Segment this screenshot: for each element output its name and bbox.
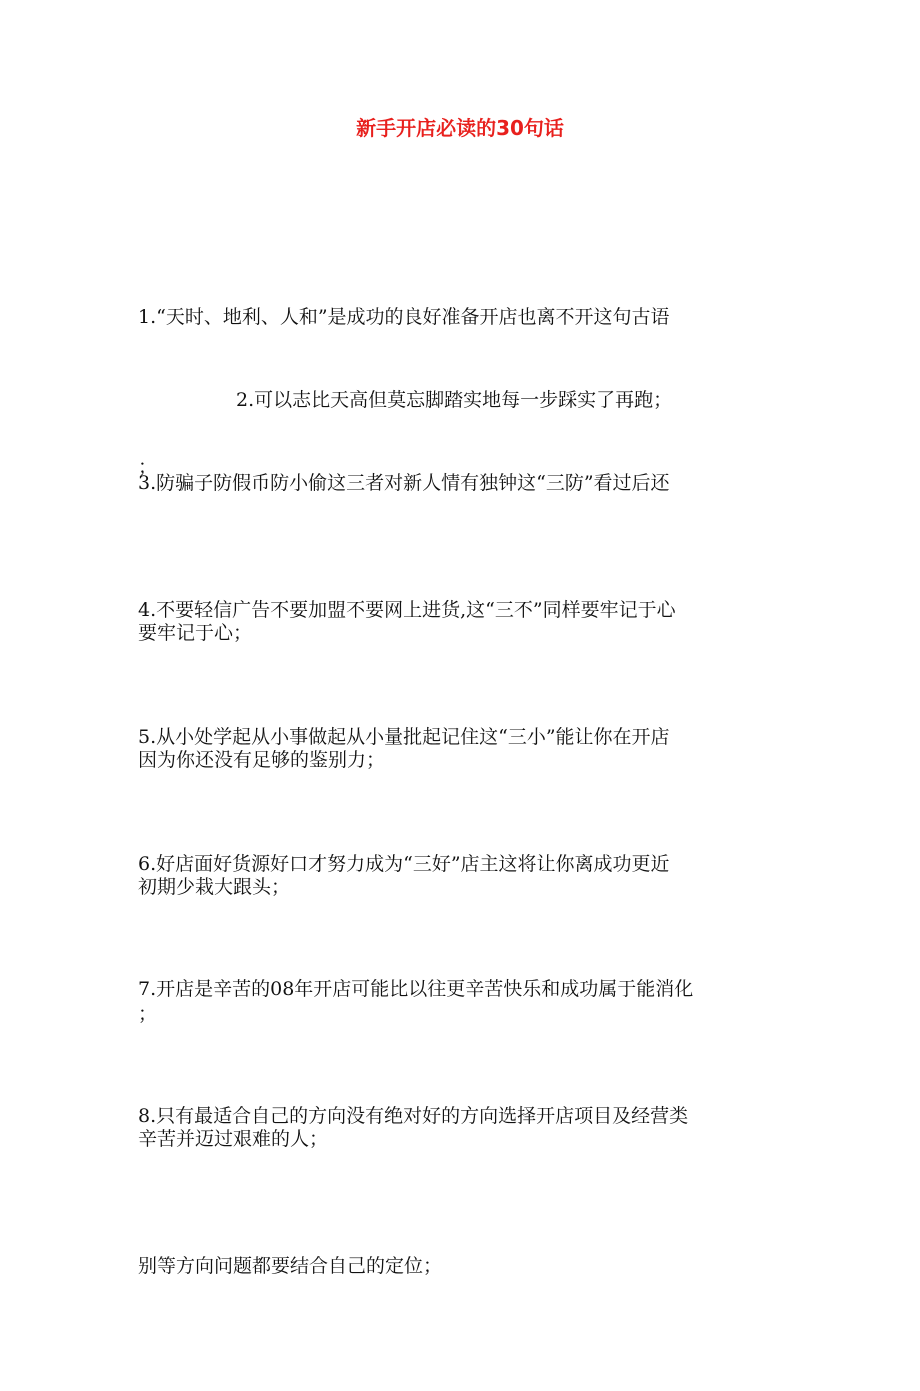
item-4-line-2: 因为你还没有足够的鉴别力； — [138, 749, 386, 771]
item-1-line-2: ； — [138, 456, 158, 478]
item-7-line-1: 7.开店是辛苦的08年开店可能比以往更辛苦快乐和成功属于能消化 — [138, 978, 694, 1000]
item-5-line-2: 初期少栽大跟头； — [138, 876, 291, 898]
item-8-line-1: 8.只有最适合自己的方向没有绝对好的方向选择开店项目及经营类 — [138, 1105, 689, 1127]
item-6-line-1: 6.好店面好货源好口才努力成为“三好”店主这将让你离成功更近 — [138, 853, 670, 875]
item-4-line-1: 4.不要轻信广告不要加盟不要网上进货,这“三不”同样要牢记于心 — [138, 599, 676, 621]
item-6-line-2: ； — [138, 1003, 158, 1025]
item-5-line-1: 5.从小处学起从小事做起从小量批起记住这“三小”能让你在开店 — [138, 726, 670, 748]
document-title: 新手开店必读的30句话 — [356, 116, 564, 140]
item-3-line-2: 要牢记于心； — [138, 622, 253, 644]
item-1-line-1: 1.“天时、地利、人和”是成功的良好准备开店也离不开这句古语 — [138, 306, 670, 328]
list-item-8 — [138, 991, 778, 1391]
item-3-line-1: 3.防骗子防假币防小偷这三者对新人情有独钟这“三防”看过后还 — [138, 472, 670, 494]
item-8-line-2: 别等方向问题都要结合自己的定位； — [138, 1255, 443, 1277]
item-7-line-2: 辛苦并迈过艰难的人； — [138, 1128, 329, 1150]
item-2-line-1: 2.可以志比天高但莫忘脚踏实地每一步踩实了再跑； — [236, 389, 673, 411]
